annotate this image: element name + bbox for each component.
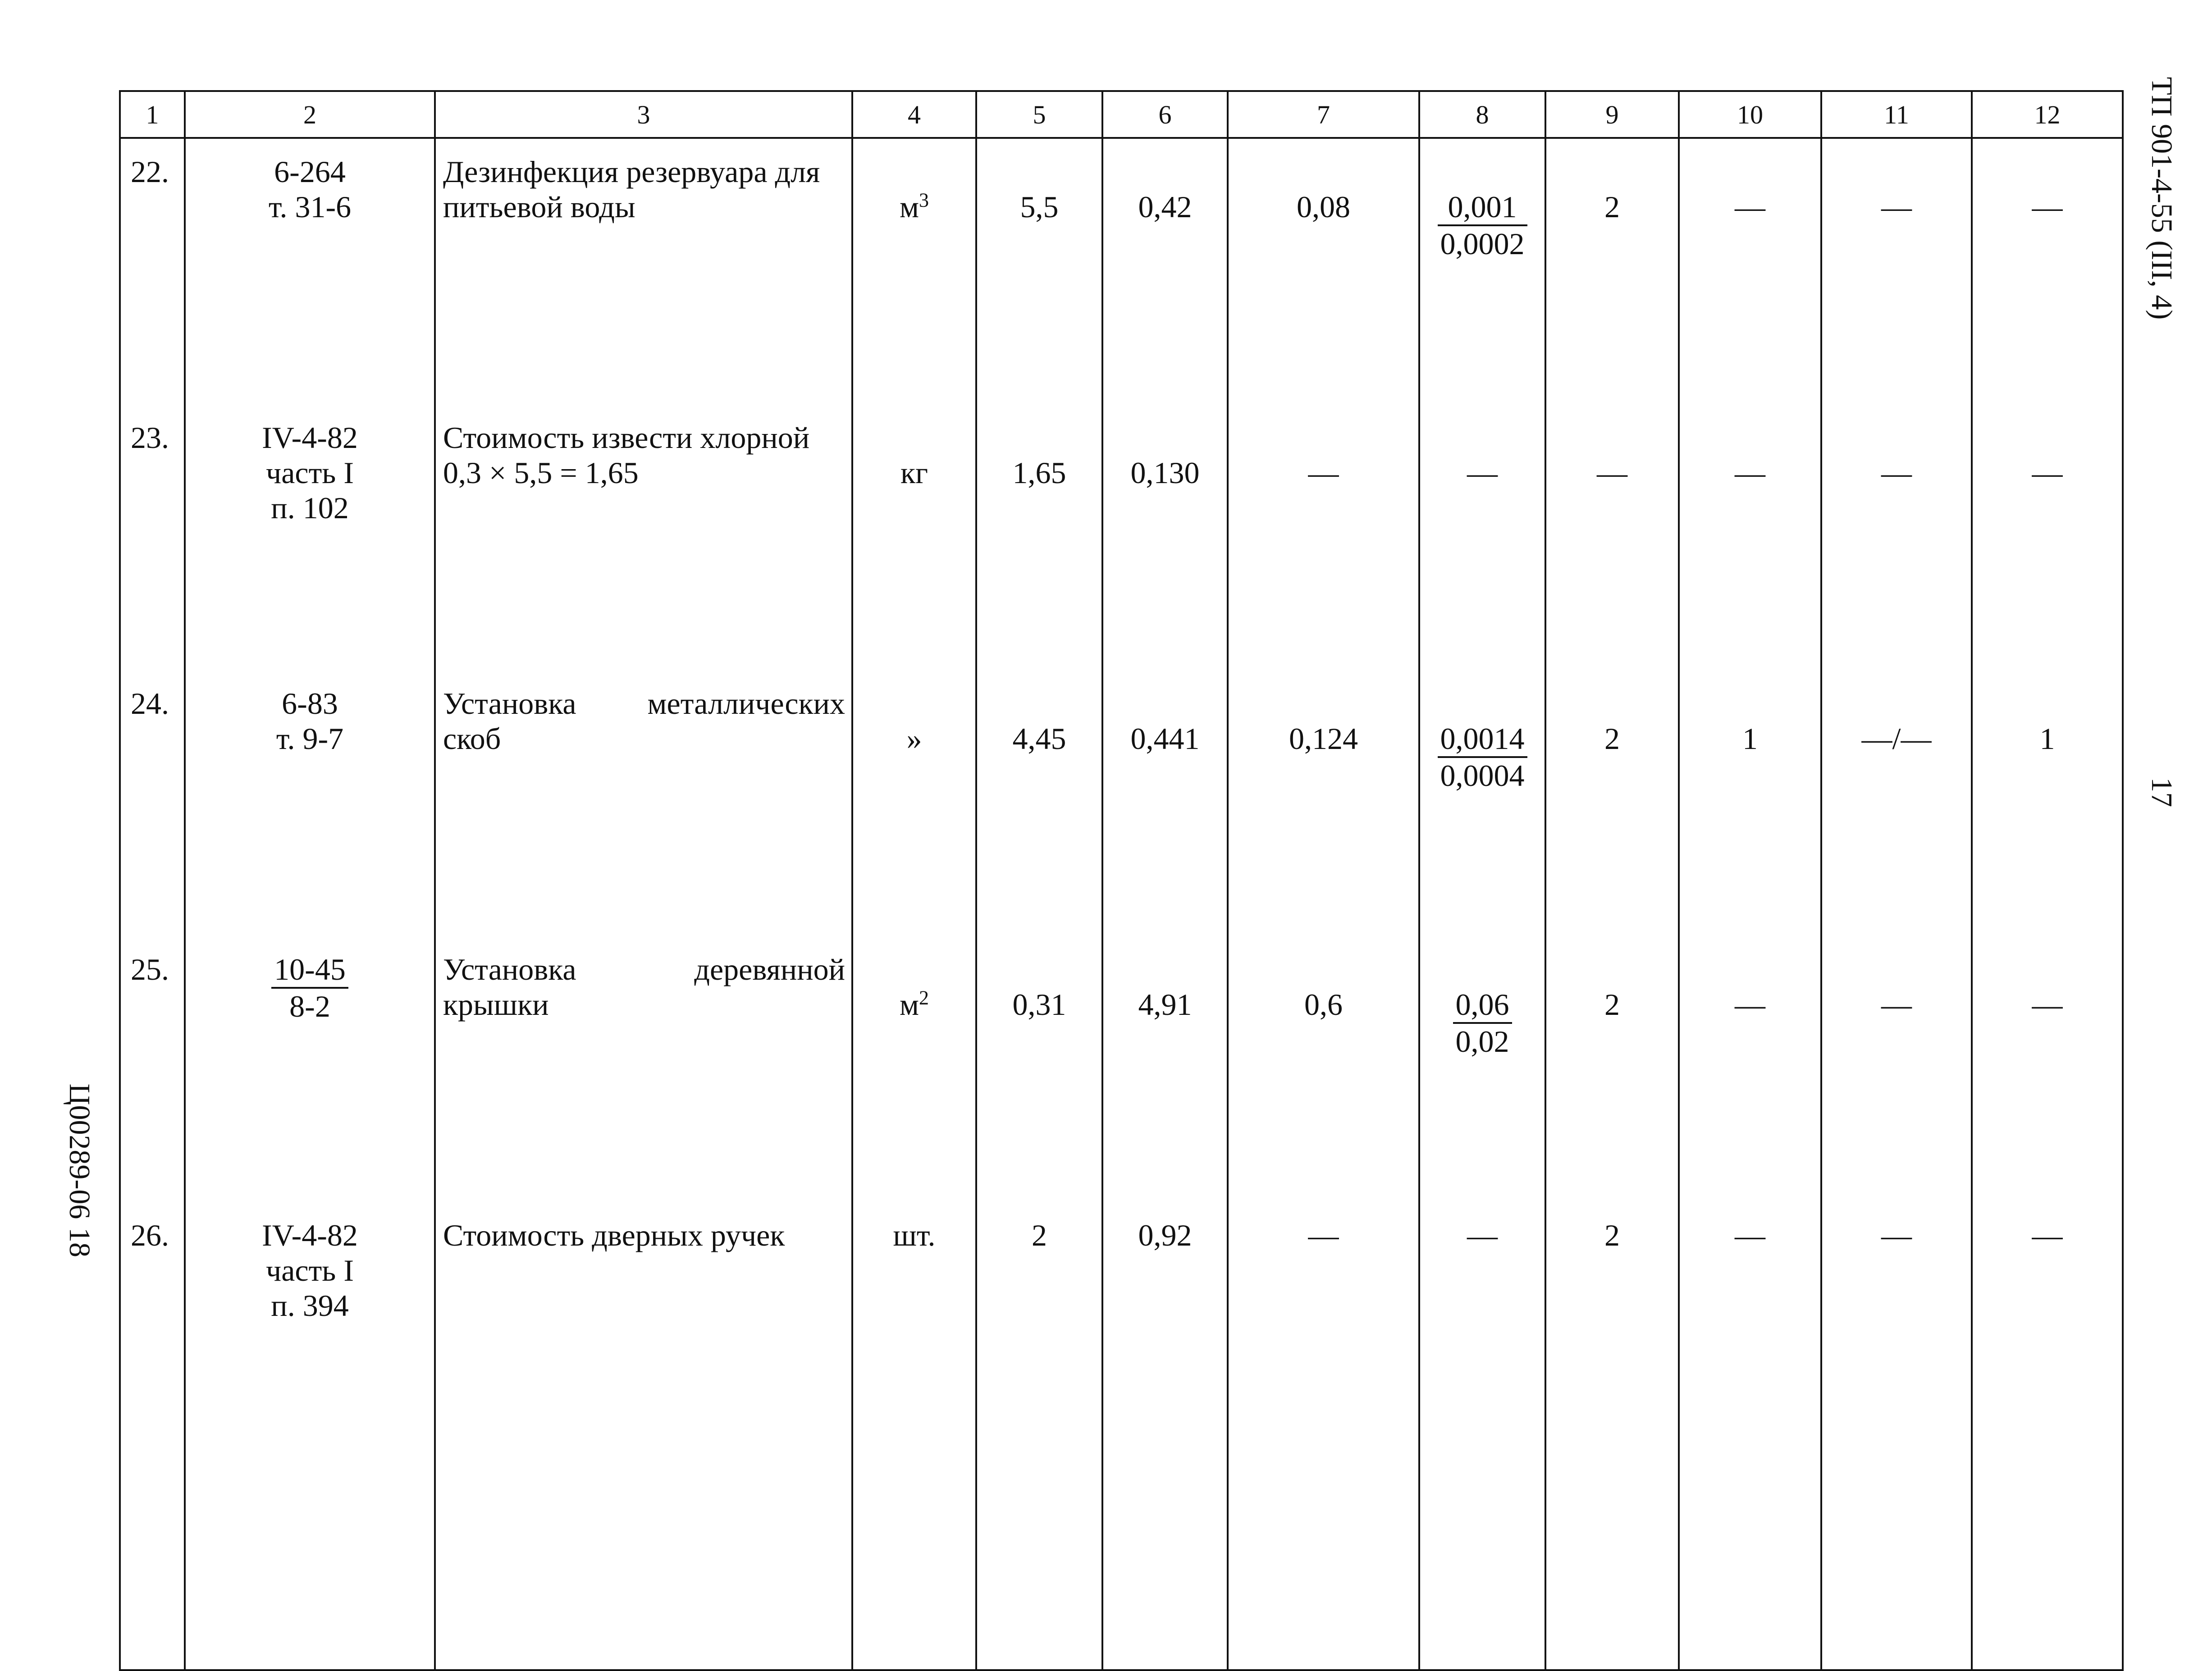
header-cell: 9	[1545, 91, 1679, 138]
estimate-table	[119, 90, 2124, 1671]
value-cell-9: 2	[1545, 671, 1679, 936]
value-cell-6: 4,91	[1102, 936, 1228, 1202]
fraction	[1453, 987, 1512, 1059]
description-line: Установка деревянной	[443, 952, 845, 986]
value-cell-8	[1419, 936, 1545, 1202]
fraction-denominator: 0,0004	[1440, 758, 1525, 793]
norm-code-line: 6-83	[282, 686, 338, 721]
fraction	[1438, 721, 1527, 793]
value-cell-7: —	[1228, 1202, 1419, 1670]
norm-code-line: п. 394	[271, 1288, 349, 1323]
value-cell-8	[1419, 138, 1545, 405]
description-line: скоб	[443, 721, 501, 756]
header-cell: 8	[1419, 91, 1545, 138]
header-cell: 3	[435, 91, 852, 138]
norm-code	[185, 405, 435, 671]
norm-code-line: 6-264	[274, 155, 346, 189]
description-line: Дезинфекция резервуара для	[443, 155, 820, 189]
header-cell: 10	[1679, 91, 1821, 138]
header-cell: 5	[976, 91, 1102, 138]
norm-code-line: т. 9-7	[276, 721, 344, 756]
value-cell-7: 0,6	[1228, 936, 1419, 1202]
table-row	[120, 936, 2123, 1202]
description-line: питьевой воды	[443, 190, 635, 224]
norm-code	[185, 936, 435, 1202]
value-cell-12: —	[1972, 936, 2123, 1202]
value-cell-10: —	[1679, 138, 1821, 405]
description-line: 0,3 × 5,5 = 1,65	[443, 456, 639, 490]
value-cell-7: —	[1228, 405, 1419, 671]
norm-code-line: часть I	[266, 1253, 354, 1287]
unit-cell	[852, 671, 976, 936]
value-cell-9: 2	[1545, 138, 1679, 405]
norm-code-line: п. 102	[271, 491, 349, 525]
fraction-numerator: 0,0014	[1438, 721, 1527, 758]
work-description	[435, 671, 852, 936]
unit-exponent: 2	[919, 986, 929, 1009]
table-row	[120, 138, 2123, 405]
header-cell: 6	[1102, 91, 1228, 138]
value-cell-10: —	[1679, 936, 1821, 1202]
quantity-cell: 4,45	[976, 671, 1102, 936]
fraction-denominator: 0,0002	[1440, 227, 1525, 261]
value-cell-12: —	[1972, 1202, 2123, 1670]
description-line: крышки	[443, 987, 549, 1022]
unit-cell	[852, 405, 976, 671]
value-cell-9: 2	[1545, 1202, 1679, 1670]
table-row	[120, 405, 2123, 671]
value-cell-11: —	[1821, 1202, 1972, 1670]
norm-code	[185, 671, 435, 936]
header-cell: 7	[1228, 91, 1419, 138]
value-cell-10: —	[1679, 1202, 1821, 1670]
row-number: 22.	[120, 138, 185, 405]
table-row	[120, 671, 2123, 936]
work-description	[435, 936, 852, 1202]
page-number-right: 17	[2145, 777, 2178, 807]
value-cell-8: —	[1419, 1202, 1545, 1670]
header-cell: 2	[185, 91, 435, 138]
work-description	[435, 405, 852, 671]
quantity-cell: 5,5	[976, 138, 1102, 405]
row-number: 24.	[120, 671, 185, 936]
value-cell-6: 0,92	[1102, 1202, 1228, 1670]
description-line: Стоимость извести хлорной	[443, 420, 810, 455]
header-row	[120, 91, 2123, 138]
norm-code-fraction	[271, 952, 348, 1024]
value-cell-6: 0,42	[1102, 138, 1228, 405]
value-cell-10: 1	[1679, 671, 1821, 936]
quantity-cell: 2	[976, 1202, 1102, 1670]
norm-code	[185, 1202, 435, 1670]
header-cell: 1	[120, 91, 185, 138]
header-cell: 11	[1821, 91, 1972, 138]
value-cell-10: —	[1679, 405, 1821, 671]
value-cell-7: 0,124	[1228, 671, 1419, 936]
unit-cell	[852, 1202, 976, 1670]
value-cell-9: 2	[1545, 936, 1679, 1202]
quantity-cell: 1,65	[976, 405, 1102, 671]
row-number: 23.	[120, 405, 185, 671]
row-number: 25.	[120, 936, 185, 1202]
value-cell-9: —	[1545, 405, 1679, 671]
fraction-numerator: 0,06	[1453, 987, 1512, 1024]
fraction-denominator: 8-2	[289, 989, 330, 1023]
unit-cell	[852, 138, 976, 405]
unit-exponent: 3	[919, 189, 929, 211]
unit: м	[899, 987, 919, 1022]
value-cell-8	[1419, 671, 1545, 936]
work-description	[435, 1202, 852, 1670]
document-code-right: ТП 901-4-55 (III, 4)	[2145, 77, 2178, 320]
value-cell-6: 0,130	[1102, 405, 1228, 671]
norm-code-line: IV-4-82	[262, 420, 358, 455]
norm-code-line: т. 31-6	[268, 190, 352, 224]
value-cell-7: 0,08	[1228, 138, 1419, 405]
fraction-numerator: 10-45	[271, 952, 348, 989]
description-line: Стоимость дверных ручек	[443, 1218, 785, 1252]
work-description	[435, 138, 852, 405]
value-cell-8: —	[1419, 405, 1545, 671]
value-cell-12: —	[1972, 138, 2123, 405]
value-cell-11: —/—	[1821, 671, 1972, 936]
page-number-left: 18	[63, 1228, 96, 1257]
quantity-cell: 0,31	[976, 936, 1102, 1202]
norm-code-line: IV-4-82	[262, 1218, 358, 1252]
unit: м	[899, 190, 919, 224]
description-line: Установка металлических	[443, 686, 845, 721]
unit: шт.	[893, 1218, 936, 1252]
norm-code-line: часть I	[266, 456, 354, 490]
unit: »	[906, 721, 922, 756]
value-cell-12: —	[1972, 405, 2123, 671]
fraction-denominator: 0,02	[1455, 1024, 1509, 1059]
fraction-numerator: 0,001	[1438, 189, 1527, 226]
row-number: 26.	[120, 1202, 185, 1670]
fraction	[1438, 189, 1527, 261]
value-cell-6: 0,441	[1102, 671, 1228, 936]
header-cell: 12	[1972, 91, 2123, 138]
norm-code	[185, 138, 435, 405]
value-cell-11: —	[1821, 138, 1972, 405]
table-row	[120, 1202, 2123, 1670]
header-cell: 4	[852, 91, 976, 138]
value-cell-11: —	[1821, 936, 1972, 1202]
document-code-left: Ц00289-06	[63, 1083, 96, 1219]
value-cell-12: 1	[1972, 671, 2123, 936]
value-cell-11: —	[1821, 405, 1972, 671]
unit: кг	[900, 456, 928, 490]
unit-cell	[852, 936, 976, 1202]
